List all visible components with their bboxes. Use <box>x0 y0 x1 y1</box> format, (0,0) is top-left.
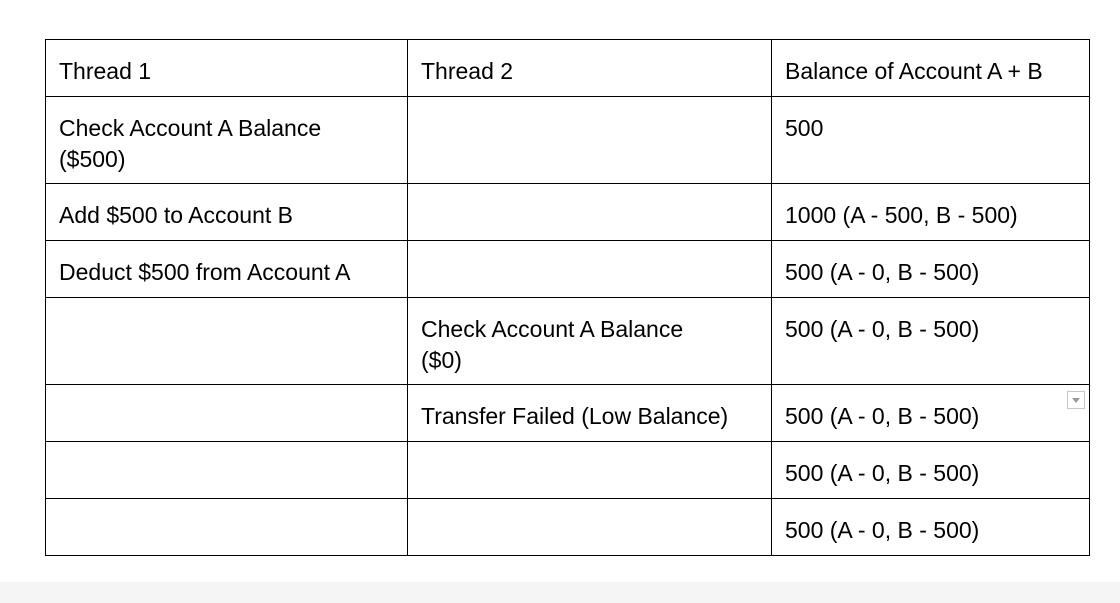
table-cell-text: 500 (A - 0, B - 500) <box>785 403 980 429</box>
table-row <box>46 184 1090 241</box>
table-cell: Check Account A Balance ($0) <box>408 298 772 385</box>
table-cell <box>408 442 772 499</box>
table-cell: 1000 (A - 500, B - 500) <box>772 184 1090 241</box>
table-row <box>46 385 1090 442</box>
table-row <box>46 442 1090 499</box>
table-cell <box>408 499 772 556</box>
table-cell: 500 (A - 0, B - 500) <box>772 499 1090 556</box>
table-cell <box>408 241 772 298</box>
table-cell: 500 (A - 0, B - 500) <box>772 241 1090 298</box>
table-row <box>46 97 1090 184</box>
table-cell: 500 <box>772 97 1090 184</box>
table-row <box>46 298 1090 385</box>
table-cell: Add $500 to Account B <box>46 184 408 241</box>
table-cell: Transfer Failed (Low Balance) <box>408 385 772 442</box>
table-header-row <box>46 40 1090 97</box>
page-footer-strip <box>0 582 1120 603</box>
table-cell <box>46 385 408 442</box>
table-row <box>46 499 1090 556</box>
table-cell: 500 (A - 0, B - 500) <box>772 442 1090 499</box>
table-cell: 500 (A - 0, B - 500) <box>772 298 1090 385</box>
header-cell-thread-2: Thread 2 <box>408 40 772 97</box>
chevron-down-icon[interactable] <box>1067 391 1085 409</box>
table-cell <box>408 184 772 241</box>
table-cell: Check Account A Balance ($500) <box>46 97 408 184</box>
table-cell: Deduct $500 from Account A <box>46 241 408 298</box>
table-cell <box>46 442 408 499</box>
table-cell <box>46 499 408 556</box>
thread-balance-table <box>45 39 1090 556</box>
header-cell-thread-1: Thread 1 <box>46 40 408 97</box>
table-cell <box>408 97 772 184</box>
table-cell <box>46 298 408 385</box>
table-cell-with-dropdown <box>772 385 1090 442</box>
header-cell-balance: Balance of Account A + B <box>772 40 1090 97</box>
table-row <box>46 241 1090 298</box>
